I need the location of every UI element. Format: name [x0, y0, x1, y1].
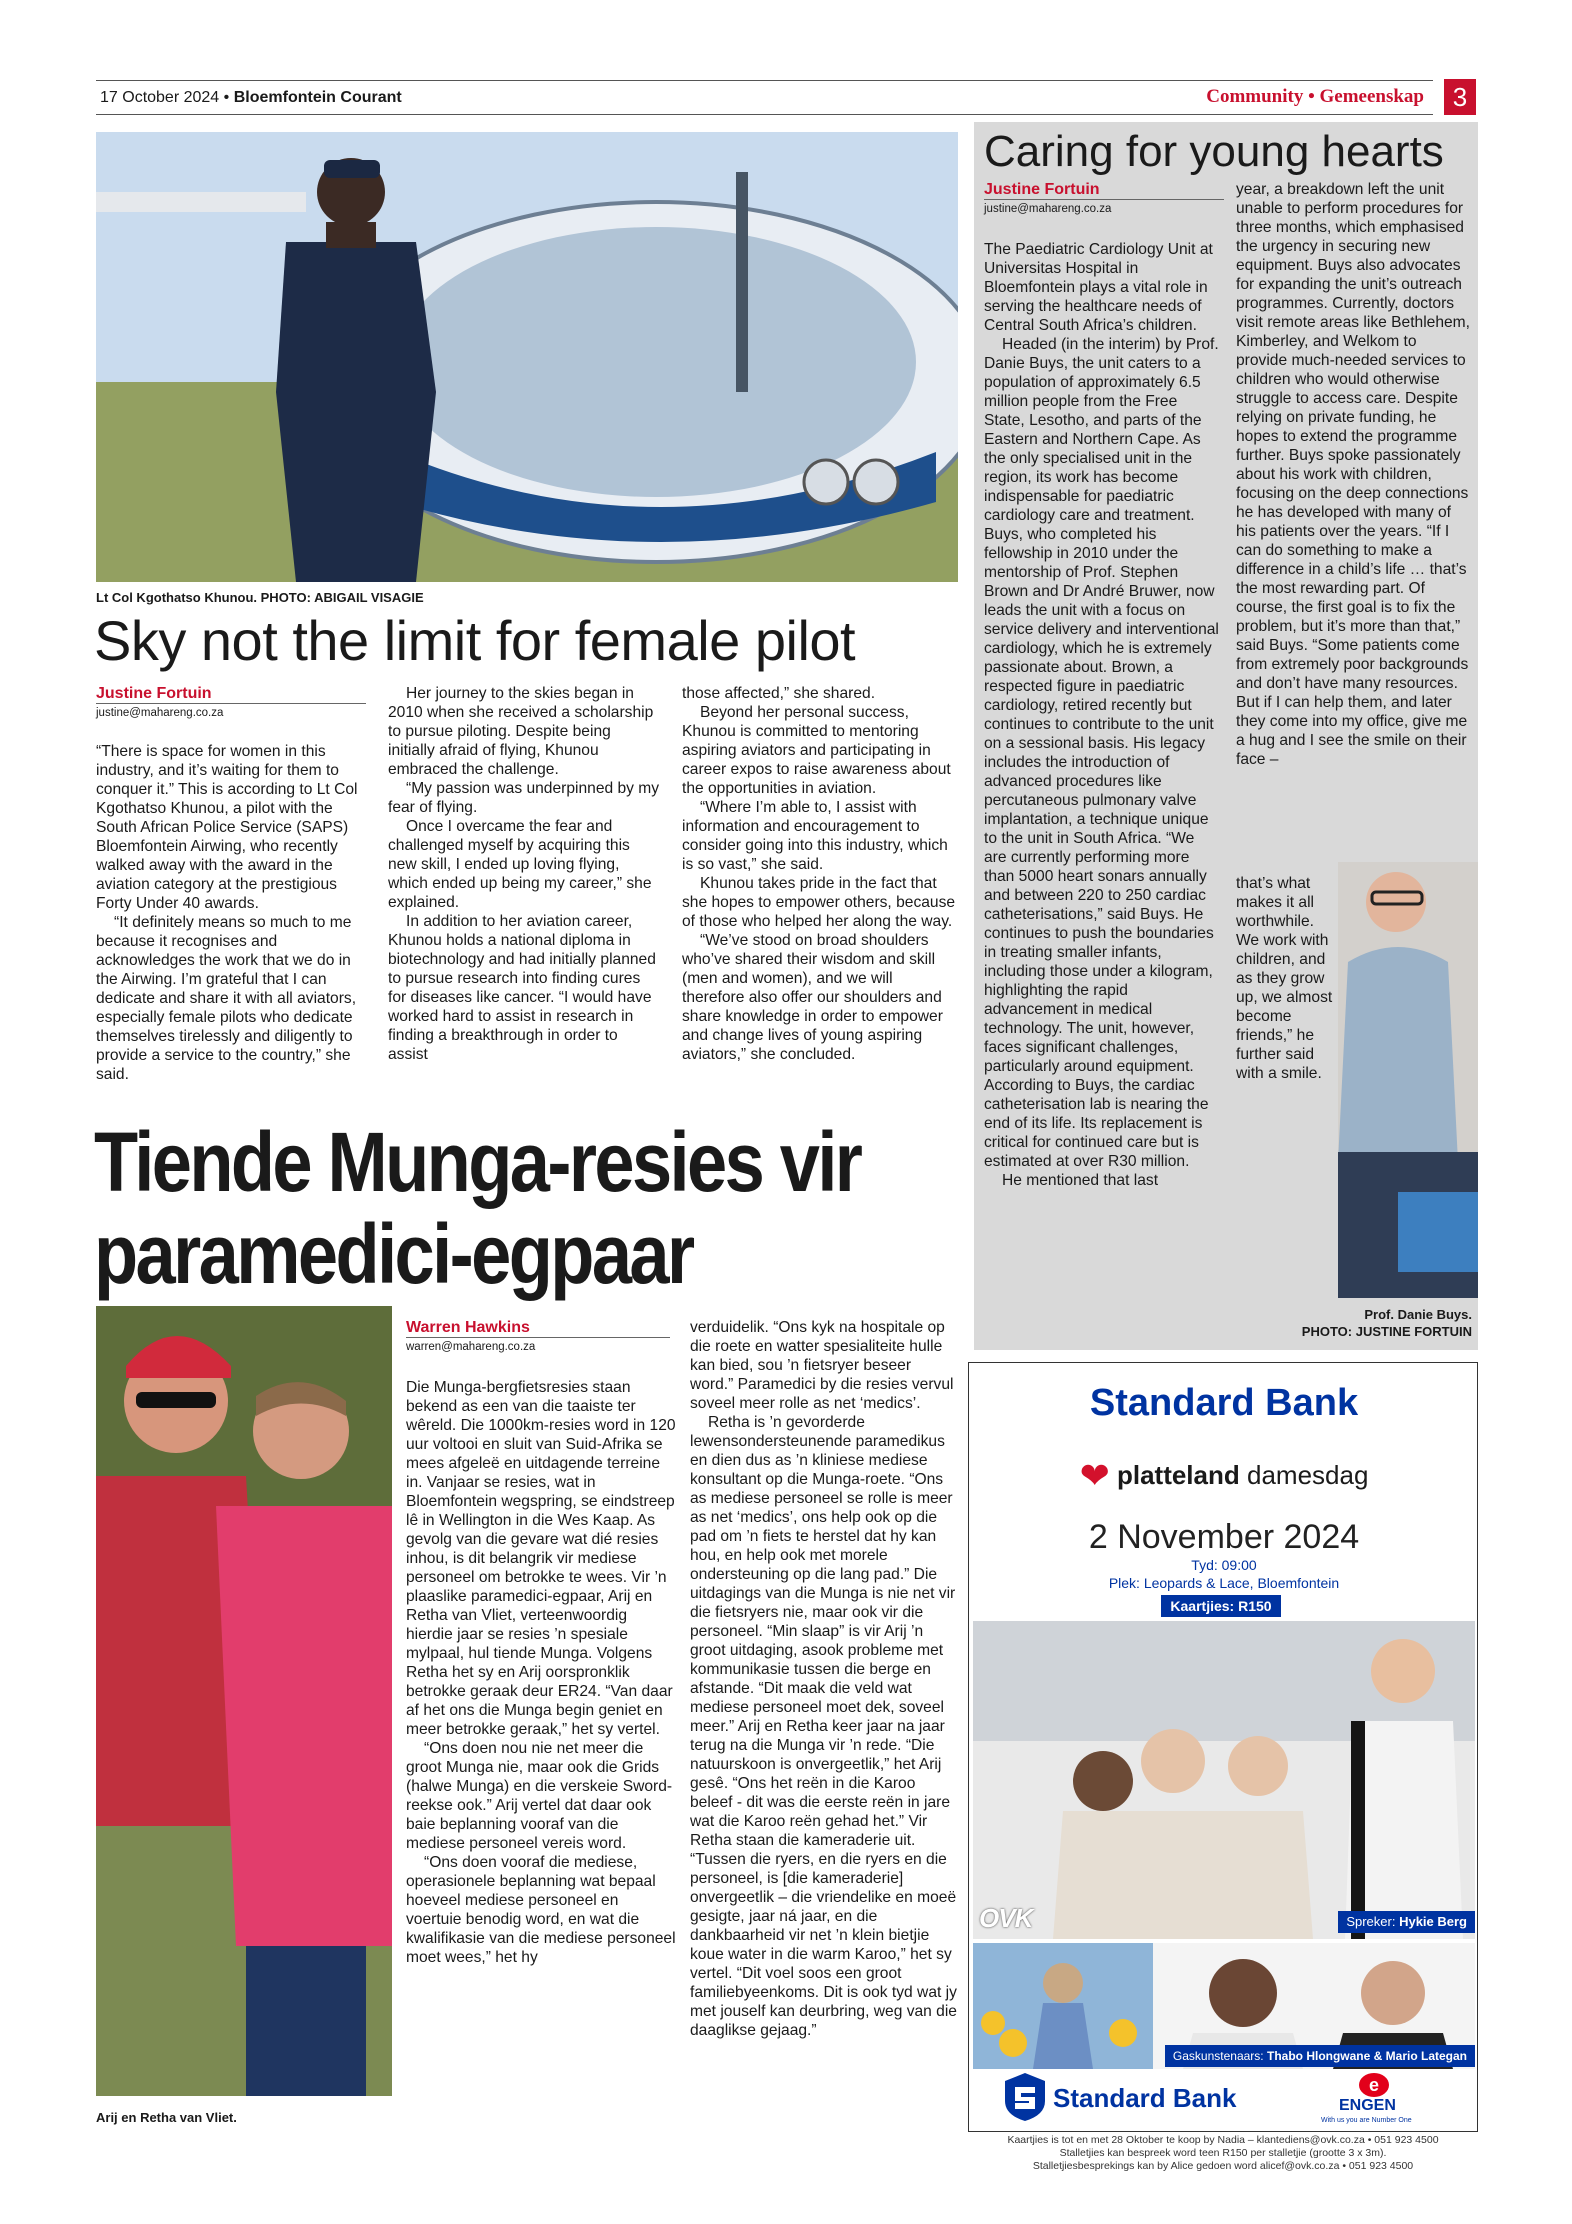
- paragraph: In addition to her aviation career, Khunou holds a national diploma in biotechnology and had initially planned to pursue research into finding cures for diseases like cancer. “I would have worked hard to assist in research in finding a breakthrough in order to assist: [388, 913, 656, 1063]
- ad-time: Tyd: 09:00: [1191, 1557, 1257, 1573]
- footer-brand: Standard Bank: [1053, 2083, 1237, 2113]
- paragraph: The Paediatric Cardiology Unit at Universitas Hospital in Bloemfontein plays a vital role in serving the healthcare needs of Central South Africa’s children.: [984, 241, 1213, 334]
- ad-women-photo: [973, 1621, 1475, 1939]
- paragraph: Once I overcame the fear and challenged myself by acquiring this new skill, I ended up loving flying, which ended up being my career,” she explained.: [388, 818, 652, 911]
- section-label: Community • Gemeenskap: [1206, 86, 1424, 107]
- fine-print-line: Stalletjiesbesprekings kan by Alice gedoen word alicef@ovk.co.za • 051 923 4500: [1032, 2160, 1414, 2172]
- guests-names: Thabo Hlongwane & Mario Lategan: [1266, 2049, 1467, 2063]
- caption-name: Prof. Danie Buys.: [1364, 1307, 1472, 1322]
- page-number: 3: [1444, 79, 1476, 115]
- paragraph: that’s what makes it all worthwhile. We work with children, and as they grow up, we almost become friends,” he further said with a smile.: [1236, 875, 1333, 1082]
- pilot-headline: Sky not the limit for female pilot: [94, 609, 856, 672]
- pilot-column-3: [682, 684, 958, 1064]
- paragraph: verduidelik. “Ons kyk na hospitale op die roete en watter spesialiteite hulle kan bied, sou ’n fietsryer beseer word.” Paramedici by die resies vervul soveel meer rolle as net ‘medics’.: [690, 1319, 954, 1412]
- header-bullet: •: [223, 89, 230, 106]
- hearts-column-1: [984, 240, 1220, 1190]
- pilot-photo-caption: Lt Col Kgothatso Khunou. PHOTO: ABIGAIL VISAGIE: [96, 590, 424, 605]
- paragraph: “It definitely means so much to me because it recognises and acknowledges the work that we do in the Airwing. I’m grateful that I can dedicate and share it with all aviators, especially female pilots who dedicate themselves tirelessly and diligently to provide a service to the country,” she said.: [96, 914, 357, 1083]
- speaker-label: Spreker:: [1346, 1914, 1396, 1929]
- issue-date: 17 October 2024: [100, 89, 220, 106]
- hearts-headline: Caring for young hearts: [984, 127, 1444, 176]
- paragraph: “My passion was underpinned by my fear of flying.: [388, 780, 660, 816]
- ad-venue: Plek: Leopards & Lace, Bloemfontein: [1108, 1575, 1340, 1591]
- pilot-column-1: [96, 742, 366, 1084]
- byline-name: Justine Fortuin: [984, 181, 1100, 198]
- byline-email: warren@mahareng.co.za: [406, 1337, 670, 1354]
- paragraph: Retha is ’n gevorderde lewensondersteunende paramedikus en dien dus as ’n kliniese mediese konsultant op die Munga-roete. “Ons as mediese personeel se rolle is meer as net ‘medics’, ons help ook op die pad om ’n fiets te herstel dat hy kan hou, en help ook met morele ondersteuning op die lang pad.” Die uitdagings van die Munga is nie net vir die fietsryers nie, maar ook vir die personeel. “Min slaap” is vir Arij ’n groot uitdaging, asook probleme met kommunikasie tussen die berge en afstande. “Dit maak die veld wat mediese personeel moet dek, soveel meer.” Arij en Retha keer jaar na jaar terug na die Munga vir ’n rede. “Die natuurskoon is onvergeetlik,” het Arij gesê. “Ons het reën in die Karoo beleef - dit was die eerste reën in jare wat die Karoo reën gehad het.” Vir Retha staan die kameraderie uit. “Tussen die ryers, en die ryers en die personeel, is [die kameraderie] onvergeetlik – die vriendelike en moeë gesigte, jaar ná jaar, en die dankbaarheid vir net ’n klein bietjie koue water in die warm Karoo,” het sy vertel. “Dit voel soos een groot familiebyeenkoms. Dit is ook tyd wat jy met jouself kan deurbring, weg van die daaglikse gejaag.”: [690, 1414, 957, 2039]
- page-header: [96, 80, 1476, 115]
- speaker-banner: [1338, 1911, 1475, 1933]
- event-name-a: platteland: [1116, 1460, 1240, 1490]
- standard-bank-shield-icon: [1005, 2073, 1045, 2121]
- engen-tagline: With us you are Number One: [1321, 2117, 1412, 2124]
- byline-name: Justine Fortuin: [96, 685, 212, 702]
- ad-date: 2 November 2024: [1088, 1518, 1360, 1556]
- munga-column-1: [406, 1378, 676, 1967]
- hearts-column-2-wrap: [1236, 874, 1336, 1083]
- guests-label: Gaskunstenaars:: [1172, 2049, 1264, 2063]
- event-name-b: damesdag: [1247, 1460, 1369, 1490]
- fine-print-line: Stalletjies kan bespreek word teen R150 per stalletjie (grootte 3 x 3m).: [1059, 2147, 1387, 2159]
- danie-photo-caption: [1240, 1306, 1472, 1340]
- engen-logo-icon: e: [1359, 2073, 1389, 2097]
- publication-name: Bloemfontein Courant: [233, 89, 402, 106]
- byline-email: justine@mahareng.co.za: [984, 199, 1224, 216]
- paragraph: “There is space for women in this industry, and it’s waiting for them to conquer it.” This is according to Lt Col Kgothatso Khunou, a pilot with the South African Police Service (SAPS) Bloemfontein Airwing, who recently walked away with the award in the aviation category at the prestigious Forty Under 40 awards.: [96, 743, 358, 912]
- women-illustration: [973, 1621, 1475, 1939]
- portrait-illustration: [1338, 862, 1478, 1298]
- paragraph: “Where I’m able to, I assist with information and encouragement to consider going into this industry, which is so vast,” she said.: [682, 799, 948, 873]
- danie-buys-photo: [1338, 862, 1478, 1298]
- ad-guests-photo: [973, 1943, 1475, 2069]
- speaker-name: Hykie Berg: [1399, 1914, 1467, 1929]
- munga-column-2: [690, 1318, 958, 2040]
- hearts-column-2: [1236, 180, 1470, 769]
- munga-headline: Tiende Munga-resies vir paramedici-egpaar: [94, 1115, 861, 1301]
- ad-brand: Standard Bank: [1089, 1382, 1359, 1424]
- hearts-byline: [984, 180, 1224, 234]
- paragraph: Headed (in the interim) by Prof. Danie Buys, the unit caters to a population of approximately 6.5 million people from the Free State, Lesotho, and parts of the Eastern and Northern Cape. As the only specialised unit in the region, its work has become indispensable for paediatric cardiology care and treatment. Buys, who completed his fellowship in 2010 under the mentorship of Prof. Stephen Brown and Dr André Bruwer, now leads the unit with a focus on service delivery and interventional cardiology, which he is extremely passionate about. Brown, a respected figure in paediatric cardiology, retired recently but continues to contribute to the unit on a sessional basis. His legacy includes the introduction of advanced procedures like percutaneous pulmonary valve implantation, a technique unique to the unit in South Africa. “We are currently performing more than 5000 heart sonars annually and between 220 to 250 cardiac catheterisations,” said Buys. He continues to push the boundaries in treating smaller infants, including those under a kilogram, highlighting the rapid advancement in medical technology. The unit, however, faces significant challenges, particularly around equipment. According to Buys, the cardiac catheterisation lab is nearing the end of its life. Its replacement is critical for continued care but is estimated at over R30 million.: [984, 336, 1219, 1170]
- fine-print-line: Kaartjies is tot en met 28 Oktober te koop by Nadia – klantediens@ovk.co.za • 051 923 4500: [1007, 2134, 1439, 2146]
- ad-event-title: [969, 1455, 1478, 1496]
- engen-name: ENGEN: [1339, 2097, 1396, 2114]
- paragraph: year, a breakdown left the unit unable to perform procedures for three months, which emphasised the urgency in securing new equipment. Buys also advocates for expanding the unit’s outreach programmes. Currently, doctors visit remote areas like Bethlehem, Kimberley, and Welkom to provide much-needed services to children who would otherwise struggle to access care. Despite relying on private funding, he hopes to extend the programme further. Buys spoke passionately about his work with children, focusing on the deep connections he has developed with many of his patients over the years. “If I can do something to make a difference in a child’s life … that’s the most rewarding part. Of course, the first goal is to fix the problem, but it’s more than that,” said Buys. “Some patients come from extremely poor backgrounds and don’t have many resources. But if I can help them, and later they come into my office, give me a hug and I see the smile on their face –: [1236, 181, 1471, 768]
- paragraph: “Ons doen vooraf die mediese, operasionele beplanning wat bepaal hoeveel mediese personeel en voertuie benodig word, en wat die kwalifikasie van die mediese personeel moet wees,” het hy: [406, 1854, 676, 1966]
- munga-photo-caption: Arij en Retha van Vliet.: [96, 2110, 237, 2125]
- paragraph: Khunou takes pride in the fact that she hopes to empower others, because of those who helped her along the way.: [682, 875, 956, 930]
- caption-credit: PHOTO: JUSTINE FORTUIN: [1301, 1324, 1472, 1339]
- paragraph: Beyond her personal success, Khunou is committed to mentoring aspiring aviators and participating in career expos to raise awareness about the opportunities in aviation.: [682, 704, 951, 797]
- ad-footer-logos: [969, 2073, 1478, 2132]
- paragraph: “Ons doen nou nie net meer die groot Munga nie, maar ook die Grids (halwe Munga) en die verskeie Sword-reekse ook.” Arij vertel dat daar ook baie beplanning vooraf van die mediese personeel vereis word.: [406, 1740, 673, 1852]
- ad-tickets: Kaartjies: R150: [1161, 1595, 1281, 1617]
- paragraph: Die Munga-bergfietsresies staan bekend as een van die taaiste ter wêreld. Die 1000km-resies word in 120 uur voltooi en sluit van Suid-Afrika se mees afgeleë en uitdagende terreine in. Vanjaar se resies, wat in Bloemfontein wegspring, se eindstreep lê in Wellington in die Wes Kaap. As gevolg van die gevare wat dié resies inhou, is dit belangrik vir mediese personeel om betrokke te wees. Vir ’n plaaslike paramedici-egpaar, Arij en Retha van Vliet, verteenwoordig hierdie jaar se resies ’n spesiale mylpaal, hul tiende Munga. Volgens Retha het sy en Arij oorspronklik betrokke geraak deur ER24. “Van daar af het ons die Munga begin geniet en meer betrokke geraak,” het sy vertel.: [406, 1379, 676, 1738]
- pilot-photo: [96, 132, 958, 582]
- byline-name: Warren Hawkins: [406, 1319, 530, 1336]
- ad-fine-print: [968, 2134, 1478, 2173]
- munga-byline: [406, 1318, 670, 1372]
- ovk-logo: OVK: [979, 1903, 1033, 1933]
- paragraph: Her journey to the skies began in 2010 when she received a scholarship to pursue piloting. Despite being initially afraid of flying, Khunou embraced the challenge.: [388, 685, 654, 778]
- heart-icon: ❤: [1079, 1455, 1110, 1496]
- guests-banner: [1165, 2045, 1475, 2067]
- munga-photo: [96, 1306, 392, 2096]
- helicopter-illustration: [96, 132, 958, 582]
- pilot-column-2: [388, 684, 660, 1064]
- byline-email: justine@mahareng.co.za: [96, 703, 366, 720]
- couple-illustration: [96, 1306, 392, 2096]
- paragraph: “We’ve stood on broad shoulders who’ve shared their wisdom and skill (men and women), and we will therefore also offer our shoulders and share knowledge in order to empower and change lives of young aspiring aviators,” she concluded.: [682, 932, 943, 1063]
- pilot-byline: [96, 684, 366, 738]
- paragraph: He mentioned that last: [1002, 1172, 1159, 1189]
- paragraph: those affected,” she shared.: [682, 685, 876, 702]
- platteland-ad[interactable]: [968, 1362, 1478, 2132]
